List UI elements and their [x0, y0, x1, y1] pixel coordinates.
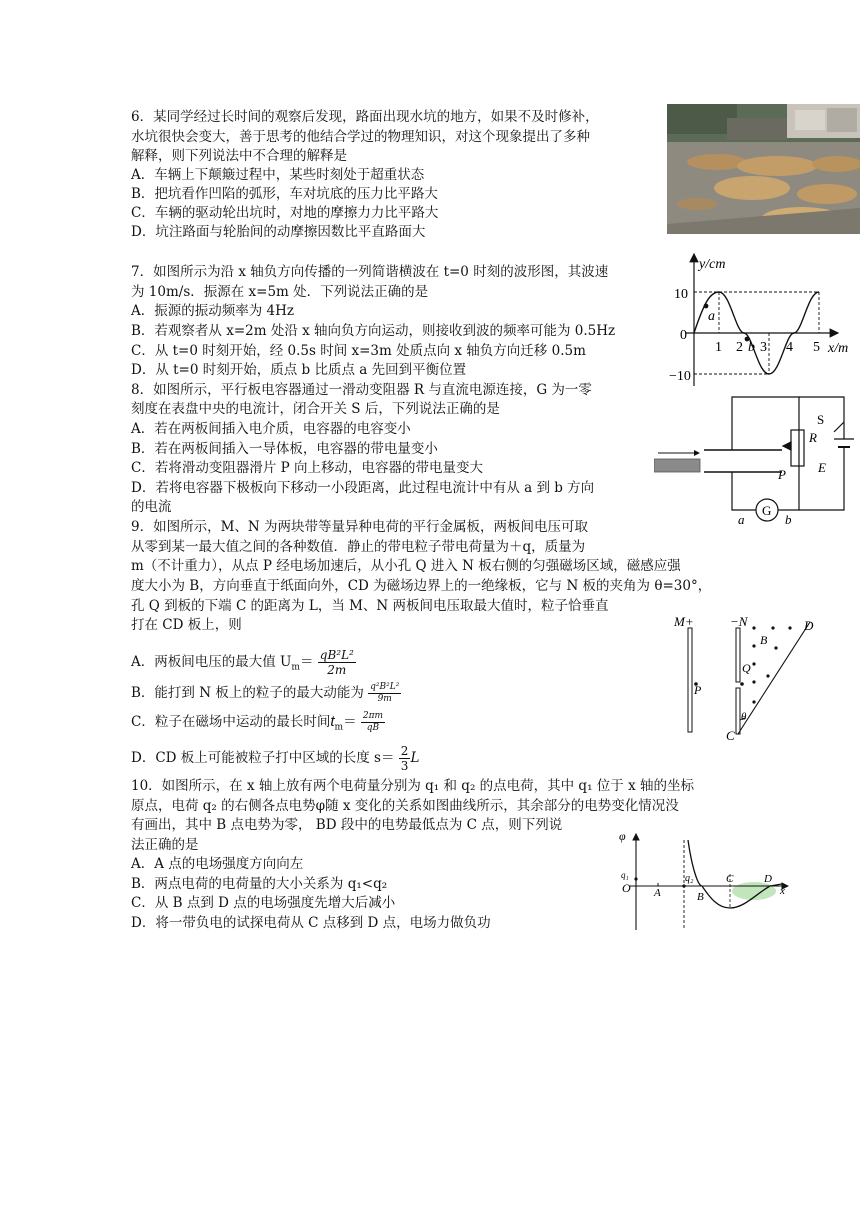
q8-line: 8．如图所示，平行板电容器通过一滑动变阻器 R 与直流电源连接，G 为一零 [131, 382, 592, 398]
q7-option-d: D．从 t=0 时刻开始，质点 b 比质点 a 先回到平衡位置 [131, 362, 467, 378]
option-c-num: 2πm [362, 711, 384, 721]
q8-option-a: A．若在两板间插入电介质，电容器的电容变小 [131, 421, 411, 437]
x-tick-4: 4 [786, 340, 793, 355]
q10-line: 法正确的是 [131, 837, 199, 853]
option-c-eq: ＝ [343, 714, 357, 730]
node-a-label: a [738, 512, 745, 527]
q6-option-d: D．坑注路面与轮胎间的动摩擦因数比平直路面大 [131, 224, 426, 240]
q1-label: q₁ [621, 870, 629, 880]
resistor-label: R [809, 430, 817, 445]
option-a-sub: m [291, 662, 300, 673]
option-d-text: D．CD 板上可能被粒子打中区域的长度 s＝ [131, 750, 395, 766]
q8-option-d: D．若将电容器下极板向下移动一小段距离，此过程电流计中有从 a 到 b 方向 [131, 480, 595, 496]
arrow-head [694, 450, 700, 456]
wave-graph [668, 248, 860, 393]
point-b-label: B [697, 891, 704, 903]
theta-label: θ [741, 711, 747, 723]
option-c-fraction [361, 711, 385, 734]
q10-option-d: D．将一带负电的试探电荷从 C 点移到 D 点，电场力做负功 [131, 915, 491, 931]
y-tick-minus10: −10 [669, 369, 691, 384]
magnetic-field-figure [672, 612, 822, 742]
plate-n-label: −N [730, 614, 748, 629]
q8-line: 刻度在表盘中央的电流计，闭合开关 S 后，下列说法正确的是 [131, 401, 500, 417]
option-b-text: B．能打到 N 板上的粒子的最大动能为 [131, 685, 364, 701]
option-a-eq: ＝ [299, 654, 314, 670]
battery-label: E [818, 460, 826, 475]
q9-line: 度大小为 B，方向垂直于纸面向外，CD 为磁场边界上的一绝缘板，它与 N 板的夹角为 θ=30°， [131, 578, 712, 594]
q2-label: q₂ [685, 873, 694, 884]
q10-option-b: B．两点电荷的电荷量的大小关系为 q₁<q₂ [131, 876, 388, 892]
q7-option-c: C．从 t=0 时刻开始，经 0.5s 时间 x=3m 处质点向 x 轴负方向迁移 0.5m [131, 343, 586, 359]
potential-graph [618, 828, 793, 932]
q6-line: 解释，则下列说法中不合理的解释是 [131, 148, 347, 164]
y-label: y/cm [699, 257, 726, 272]
q9-option-a [131, 648, 356, 678]
q6-line: 水坑很快会变大，善于思考的他结合学过的物理知识，对这个现象提出了多种 [131, 129, 590, 145]
capacitor-circuit [654, 392, 860, 530]
q7-option-b: B．若观察者从 x=2m 处沿 x 轴向负方向运动，则接收到波的频率可能为 0.5Hz [131, 323, 616, 339]
galvanometer-label: G [762, 503, 772, 518]
x-tick-3: 3 [760, 340, 767, 355]
q8-option-c: C．若将滑动变阻器滑片 P 向上移动，电容器的带电量变大 [131, 460, 483, 476]
q6-option-c: C．车辆的驱动轮出坑时，对地的摩擦力力比平路大 [131, 205, 439, 221]
field-b-label: B [760, 633, 768, 647]
slider-label: P [778, 467, 786, 482]
option-c-t: t [330, 713, 335, 730]
option-b-den: 9m [377, 694, 392, 704]
q1-point [634, 877, 637, 880]
q7-line: 7．如图所示为沿 x 轴负方向传播的一列简谐横波在 t=0 时刻的波形图，其波速 [131, 264, 609, 280]
point-p-label: P [694, 683, 702, 697]
point-d-label: D [804, 618, 814, 633]
q8-line: 的电流 [131, 499, 172, 515]
point-a-label: A [654, 887, 661, 899]
x-label: x/m [828, 341, 849, 356]
q10-option-a: A．A 点的电场强度方向向左 [131, 856, 304, 872]
switch-label: S [817, 412, 825, 427]
q2-point [682, 884, 685, 887]
q9-line: 打在 CD 板上，则 [131, 617, 242, 633]
option-a-fraction [318, 648, 356, 677]
option-d-suffix: L [410, 750, 420, 766]
option-b-fraction [368, 682, 401, 705]
y-tick-10: 10 [674, 287, 688, 302]
dielectric-slab [654, 459, 700, 472]
option-c-text: C．粒子在磁场中运动的最长时间 [131, 714, 331, 730]
q7-option-a: A．振源的振动频率为 4Hz [131, 303, 295, 319]
q6-option-b: B．把坑看作凹陷的弧形，车对坑底的压力比平路大 [131, 186, 438, 202]
option-d-num: 2 [400, 744, 409, 758]
option-c-sub: m [334, 722, 344, 733]
q9-option-d [131, 744, 419, 773]
q9-line: 9．如图所示，M、N 为两块带等量异种电荷的平行金属板，两板间电压可取 [131, 519, 589, 535]
x-tick-1: 1 [715, 340, 722, 355]
plate-m-label: M+ [674, 614, 694, 629]
q10-line: 10．如图所示，在 x 轴上放有两个电荷量分别为 q₁ 和 q₂ 的点电荷，其中 q₁ 位于 x 轴的坐标 [131, 778, 694, 794]
q7-line: 为 10m/s．振源在 x=5m 处．下列说法正确的是 [131, 284, 429, 300]
point-c-label: C [726, 728, 735, 742]
q8-option-b: B．若在两板间插入一导体板，电容器的带电量变小 [131, 441, 438, 457]
pothole-photo [667, 104, 860, 234]
y-tick-0: 0 [680, 328, 687, 343]
option-a-den: 2m [327, 663, 347, 677]
q10-line: 原点，电荷 q₂ 的右侧各点电势φ随 x 变化的关系如图曲线所示，其余部分的电势变化情况没 [131, 798, 679, 814]
label-a: a [708, 309, 715, 324]
point-a [704, 304, 709, 309]
q9-line: m（不计重力），从点 P 经电场加速后，从小孔 Q 进入 N 板右侧的匀强磁场区域，磁感应强 [131, 558, 681, 574]
x-tick-2: 2 [736, 340, 743, 355]
q6-line: 6．某同学经过长时间的观察后发现，路面出现水坑的地方，如果不及时修补， [131, 109, 599, 125]
phi-label: φ [619, 829, 626, 843]
q9-option-b [131, 682, 401, 705]
q9-line: 从零到某一最大值之间的各种数值．静止的带电粒子带电荷量为＋q，质量为 [131, 539, 586, 555]
x-label: x [780, 885, 785, 897]
q6-option-a: A．车辆上下颠簸过程中，某些时刻处于超重状态 [131, 167, 425, 183]
x-tick-5: 5 [813, 340, 820, 355]
option-a-num: qB²L² [319, 648, 354, 662]
node-b-label: b [785, 512, 792, 527]
option-d-den: 3 [400, 759, 409, 773]
option-b-num: q²B²L² [370, 682, 400, 692]
point-c-label: C [726, 873, 734, 885]
option-c-den: qB [366, 723, 380, 733]
origin-label: O [622, 881, 631, 895]
q9-option-c [131, 711, 385, 738]
point-d-label: D [764, 873, 772, 885]
q9-line: 孔 Q 到板的下端 C 的距离为 L，当 M、N 两板间电压取最大值时，粒子恰垂直 [131, 598, 609, 614]
q10-option-c: C．从 B 点到 D 点的电场强度先增大后减小 [131, 895, 396, 911]
option-d-fraction [399, 744, 411, 773]
option-a-text: A．两板间电压的最大值 U [131, 654, 292, 670]
hole-q-label: Q [742, 661, 751, 675]
q10-line: 有画出，其中 B 点电势为零， BD 段中的电势最低点为 C 点，则下列说 [131, 817, 563, 833]
label-b: b [748, 340, 755, 355]
